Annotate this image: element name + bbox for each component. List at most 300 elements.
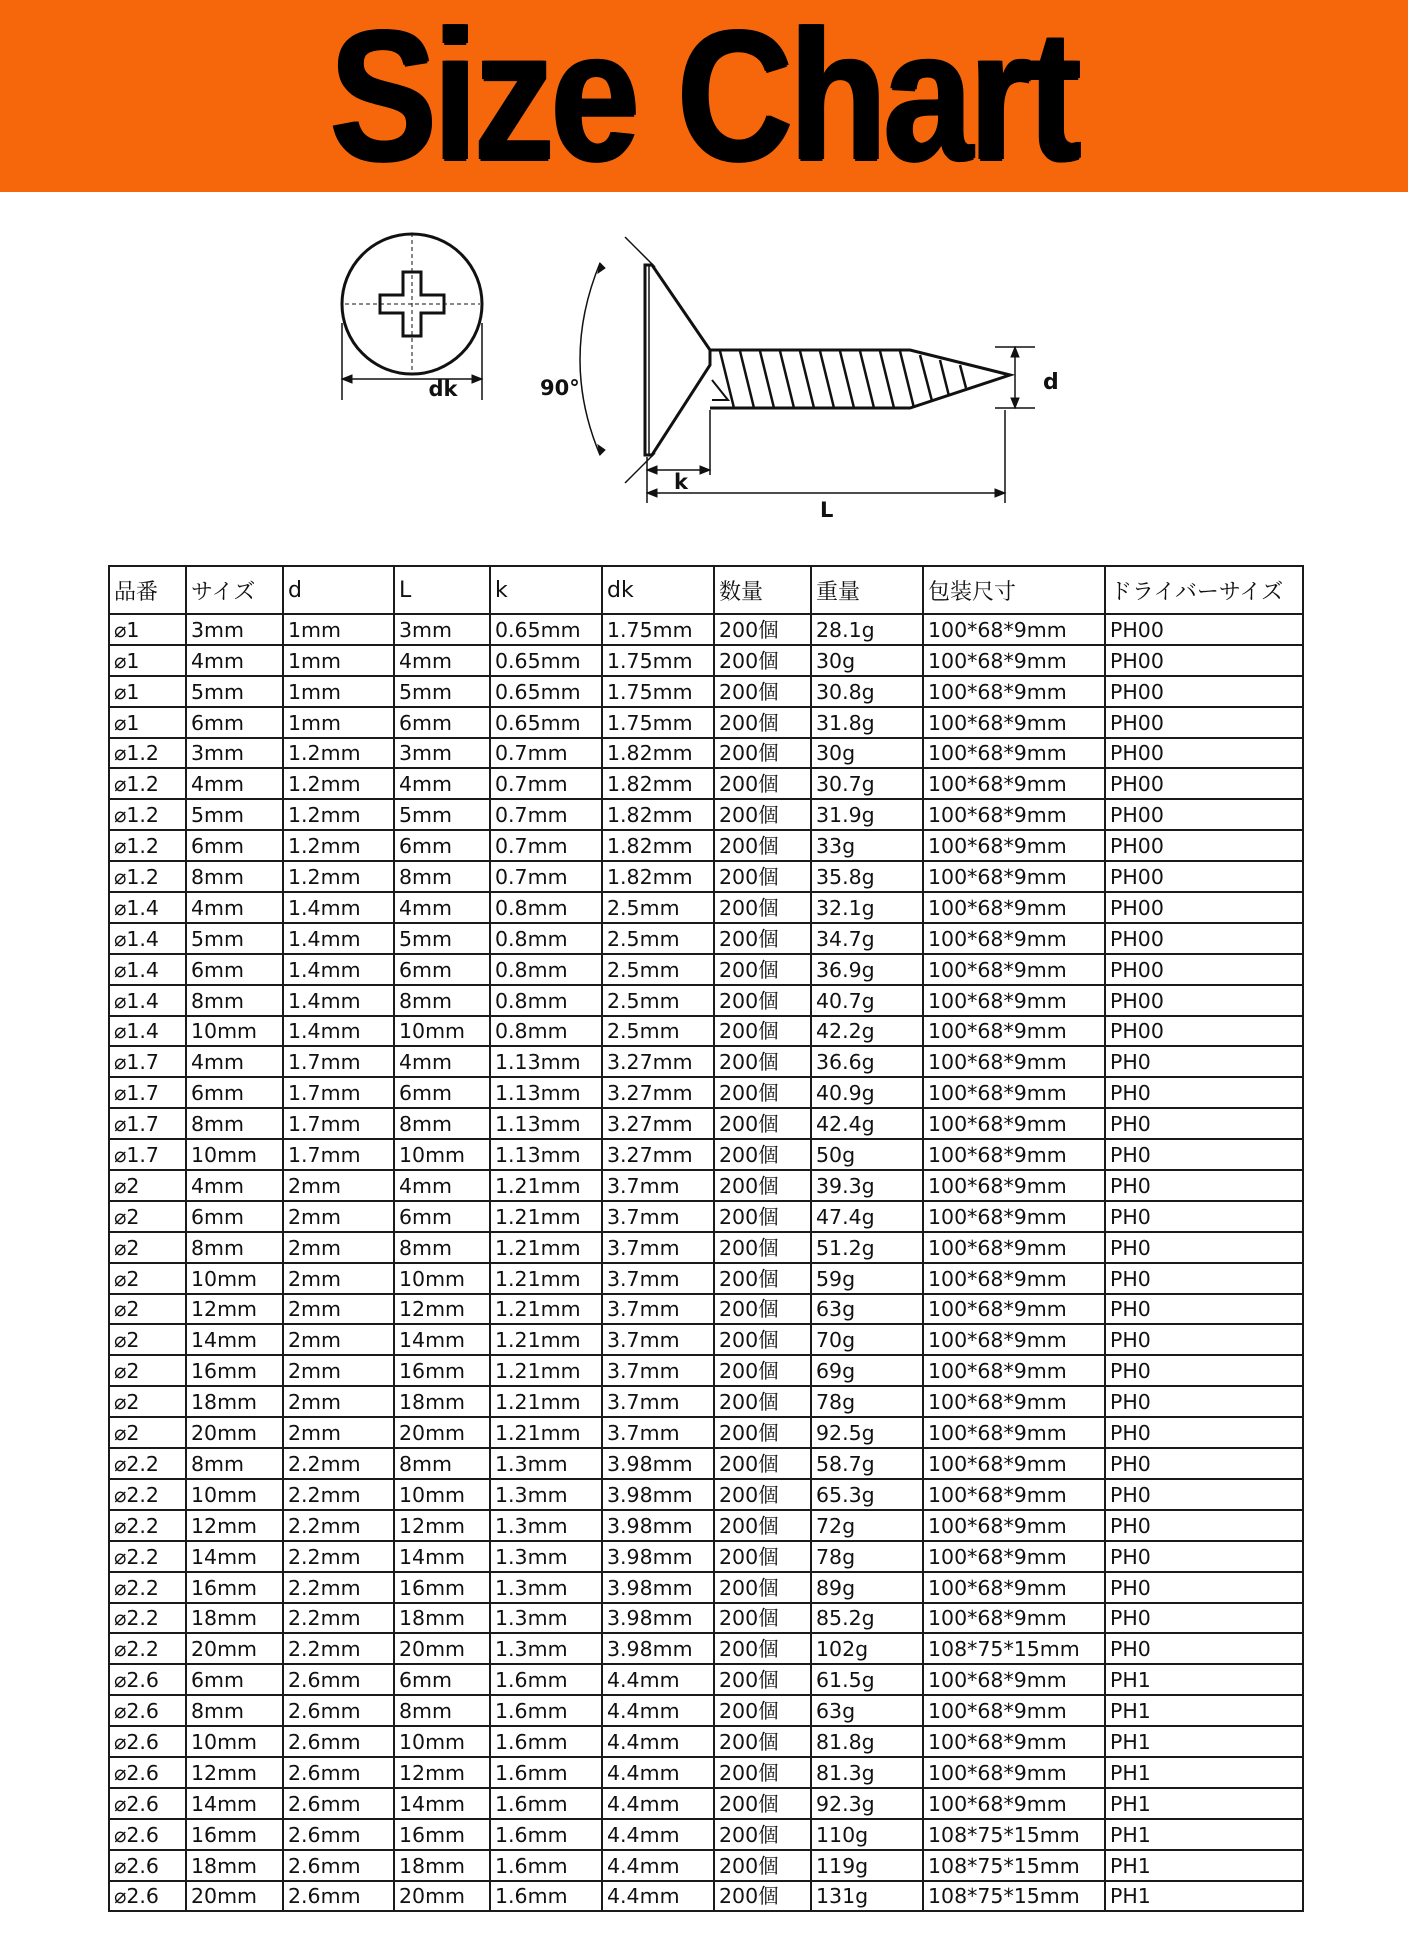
table-cell: 10mm bbox=[394, 1139, 490, 1170]
table-cell: 3.98mm bbox=[602, 1633, 714, 1664]
screw-head-top-view bbox=[342, 233, 482, 400]
table-cell: 3.98mm bbox=[602, 1603, 714, 1634]
table-cell: 16mm bbox=[394, 1355, 490, 1386]
table-cell: ⌀2.2 bbox=[109, 1603, 186, 1634]
table-cell: 1.4mm bbox=[283, 954, 394, 985]
table-cell: 1.3mm bbox=[490, 1510, 602, 1541]
table-cell: 3mm bbox=[394, 614, 490, 645]
column-header: 包装尺寸 bbox=[923, 566, 1105, 614]
table-cell: 200個 bbox=[714, 1139, 811, 1170]
table-cell: 200個 bbox=[714, 1664, 811, 1695]
table-cell: 1.6mm bbox=[490, 1788, 602, 1819]
table-cell: 20mm bbox=[394, 1881, 490, 1912]
table-cell: 131g bbox=[811, 1881, 923, 1912]
table-cell: 100*68*9mm bbox=[923, 1170, 1105, 1201]
table-cell: 1.4mm bbox=[283, 923, 394, 954]
table-cell: 39.3g bbox=[811, 1170, 923, 1201]
table-cell: 12mm bbox=[186, 1510, 283, 1541]
table-cell: PH1 bbox=[1105, 1726, 1303, 1757]
table-cell: 4mm bbox=[394, 645, 490, 676]
table-cell: ⌀1.2 bbox=[109, 830, 186, 861]
table-row bbox=[109, 861, 1303, 892]
table-cell: 6mm bbox=[186, 1077, 283, 1108]
table-cell: PH0 bbox=[1105, 1139, 1303, 1170]
table-cell: 108*75*15mm bbox=[923, 1881, 1105, 1912]
table-cell: 2.5mm bbox=[602, 954, 714, 985]
table-cell: ⌀1.4 bbox=[109, 892, 186, 923]
table-cell: 0.7mm bbox=[490, 830, 602, 861]
table-cell: 1.3mm bbox=[490, 1541, 602, 1572]
table-cell: 18mm bbox=[186, 1603, 283, 1634]
table-cell: 4mm bbox=[186, 1046, 283, 1077]
table-row bbox=[109, 768, 1303, 799]
table-cell: 40.9g bbox=[811, 1077, 923, 1108]
table-row bbox=[109, 923, 1303, 954]
table-cell: 200個 bbox=[714, 738, 811, 769]
table-cell: 8mm bbox=[394, 1695, 490, 1726]
table-cell: PH0 bbox=[1105, 1355, 1303, 1386]
table-cell: 8mm bbox=[186, 1695, 283, 1726]
table-cell: 3.27mm bbox=[602, 1139, 714, 1170]
table-cell: 6mm bbox=[394, 1201, 490, 1232]
table-cell: 14mm bbox=[394, 1788, 490, 1819]
table-cell: 1.3mm bbox=[490, 1572, 602, 1603]
table-cell: 1.2mm bbox=[283, 768, 394, 799]
table-cell: 100*68*9mm bbox=[923, 1139, 1105, 1170]
table-cell: ⌀1 bbox=[109, 614, 186, 645]
table-cell: 1.21mm bbox=[490, 1263, 602, 1294]
table-cell: PH0 bbox=[1105, 1201, 1303, 1232]
table-row bbox=[109, 1324, 1303, 1355]
table-cell: 1.82mm bbox=[602, 738, 714, 769]
table-cell: 200個 bbox=[714, 1572, 811, 1603]
table-cell: 36.9g bbox=[811, 954, 923, 985]
table-cell: 1.3mm bbox=[490, 1479, 602, 1510]
table-cell: 200個 bbox=[714, 1819, 811, 1850]
table-cell: PH00 bbox=[1105, 738, 1303, 769]
table-row bbox=[109, 1046, 1303, 1077]
table-cell: 3.27mm bbox=[602, 1077, 714, 1108]
table-cell: 18mm bbox=[394, 1603, 490, 1634]
table-cell: 5mm bbox=[186, 799, 283, 830]
table-cell: PH00 bbox=[1105, 768, 1303, 799]
table-cell: 1.7mm bbox=[283, 1046, 394, 1077]
table-cell: PH0 bbox=[1105, 1633, 1303, 1664]
table-cell: 200個 bbox=[714, 1201, 811, 1232]
table-cell: 8mm bbox=[394, 861, 490, 892]
table-cell: 1.82mm bbox=[602, 861, 714, 892]
table-cell: 200個 bbox=[714, 614, 811, 645]
table-cell: 61.5g bbox=[811, 1664, 923, 1695]
table-cell: 0.65mm bbox=[490, 614, 602, 645]
table-cell: PH0 bbox=[1105, 1603, 1303, 1634]
table-cell: 3.7mm bbox=[602, 1170, 714, 1201]
table-cell: PH00 bbox=[1105, 645, 1303, 676]
table-cell: 92.3g bbox=[811, 1788, 923, 1819]
table-cell: 6mm bbox=[186, 1201, 283, 1232]
table-row bbox=[109, 1788, 1303, 1819]
table-cell: 1.75mm bbox=[602, 614, 714, 645]
table-cell: 1.2mm bbox=[283, 738, 394, 769]
table-cell: 12mm bbox=[394, 1510, 490, 1541]
table-cell: 12mm bbox=[186, 1757, 283, 1788]
table-row bbox=[109, 1201, 1303, 1232]
table-cell: 2.5mm bbox=[602, 1016, 714, 1047]
table-cell: 1.6mm bbox=[490, 1819, 602, 1850]
table-cell: 0.7mm bbox=[490, 768, 602, 799]
table-cell: 1.6mm bbox=[490, 1850, 602, 1881]
table-cell: 2mm bbox=[283, 1417, 394, 1448]
table-cell: 4mm bbox=[394, 1170, 490, 1201]
table-cell: ⌀1 bbox=[109, 645, 186, 676]
table-cell: 2.2mm bbox=[283, 1572, 394, 1603]
table-cell: 2mm bbox=[283, 1324, 394, 1355]
table-cell: 2.2mm bbox=[283, 1633, 394, 1664]
table-row bbox=[109, 1850, 1303, 1881]
table-cell: ⌀1 bbox=[109, 707, 186, 738]
table-cell: 32.1g bbox=[811, 892, 923, 923]
table-cell: 6mm bbox=[394, 830, 490, 861]
table-cell: ⌀1.7 bbox=[109, 1108, 186, 1139]
table-cell: PH1 bbox=[1105, 1695, 1303, 1726]
table-cell: 200個 bbox=[714, 1788, 811, 1819]
table-cell: 1.13mm bbox=[490, 1077, 602, 1108]
table-cell: 12mm bbox=[186, 1294, 283, 1325]
table-cell: 5mm bbox=[186, 923, 283, 954]
label-dk: dk bbox=[428, 377, 458, 401]
table-cell: 100*68*9mm bbox=[923, 1355, 1105, 1386]
table-cell: 0.8mm bbox=[490, 892, 602, 923]
table-cell: 0.7mm bbox=[490, 799, 602, 830]
table-cell: ⌀1.4 bbox=[109, 954, 186, 985]
table-cell: 30.7g bbox=[811, 768, 923, 799]
table-cell: 3.7mm bbox=[602, 1263, 714, 1294]
table-cell: 1.21mm bbox=[490, 1170, 602, 1201]
table-cell: 200個 bbox=[714, 707, 811, 738]
table-cell: 200個 bbox=[714, 1108, 811, 1139]
table-cell: 200個 bbox=[714, 1541, 811, 1572]
table-cell: ⌀1.2 bbox=[109, 799, 186, 830]
table-cell: 0.8mm bbox=[490, 923, 602, 954]
table-cell: 31.9g bbox=[811, 799, 923, 830]
table-cell: ⌀2.6 bbox=[109, 1726, 186, 1757]
table-cell: 69g bbox=[811, 1355, 923, 1386]
table-cell: 8mm bbox=[186, 1108, 283, 1139]
table-cell: 200個 bbox=[714, 1726, 811, 1757]
table-cell: 50g bbox=[811, 1139, 923, 1170]
table-cell: PH0 bbox=[1105, 1510, 1303, 1541]
table-cell: 85.2g bbox=[811, 1603, 923, 1634]
table-cell: 1.6mm bbox=[490, 1664, 602, 1695]
table-cell: 16mm bbox=[394, 1572, 490, 1603]
table-cell: 10mm bbox=[186, 1263, 283, 1294]
table-cell: PH00 bbox=[1105, 892, 1303, 923]
table-header-row bbox=[109, 566, 1303, 614]
table-cell: 6mm bbox=[186, 1664, 283, 1695]
table-cell: 0.65mm bbox=[490, 707, 602, 738]
table-cell: 1.21mm bbox=[490, 1232, 602, 1263]
table-row bbox=[109, 954, 1303, 985]
table-row bbox=[109, 1757, 1303, 1788]
table-cell: PH1 bbox=[1105, 1788, 1303, 1819]
table-cell: ⌀2 bbox=[109, 1201, 186, 1232]
table-cell: 100*68*9mm bbox=[923, 830, 1105, 861]
table-cell: 0.65mm bbox=[490, 676, 602, 707]
table-row bbox=[109, 1170, 1303, 1201]
table-cell: 8mm bbox=[186, 1232, 283, 1263]
table-row bbox=[109, 1664, 1303, 1695]
table-cell: 3.7mm bbox=[602, 1294, 714, 1325]
table-cell: 200個 bbox=[714, 1603, 811, 1634]
table-cell: 42.2g bbox=[811, 1016, 923, 1047]
table-cell: 36.6g bbox=[811, 1046, 923, 1077]
table-cell: 200個 bbox=[714, 1448, 811, 1479]
table-cell: ⌀1.7 bbox=[109, 1046, 186, 1077]
table-cell: PH00 bbox=[1105, 614, 1303, 645]
table-cell: 4mm bbox=[186, 768, 283, 799]
table-cell: 14mm bbox=[394, 1541, 490, 1572]
table-cell: ⌀2 bbox=[109, 1170, 186, 1201]
table-cell: 200個 bbox=[714, 954, 811, 985]
page-title: Size Chart bbox=[330, 0, 1078, 199]
table-cell: 16mm bbox=[394, 1819, 490, 1850]
table-cell: 0.7mm bbox=[490, 861, 602, 892]
table-cell: 200個 bbox=[714, 768, 811, 799]
table-cell: 51.2g bbox=[811, 1232, 923, 1263]
table-cell: 59g bbox=[811, 1263, 923, 1294]
table-cell: 1.75mm bbox=[602, 676, 714, 707]
table-cell: 0.8mm bbox=[490, 1016, 602, 1047]
table-cell: PH0 bbox=[1105, 1479, 1303, 1510]
table-cell: 1.13mm bbox=[490, 1108, 602, 1139]
table-cell: 2.2mm bbox=[283, 1448, 394, 1479]
table-cell: PH0 bbox=[1105, 1046, 1303, 1077]
table-cell: ⌀1.4 bbox=[109, 923, 186, 954]
table-cell: 92.5g bbox=[811, 1417, 923, 1448]
table-body bbox=[109, 614, 1303, 1911]
table-cell: 4.4mm bbox=[602, 1788, 714, 1819]
table-cell: 200個 bbox=[714, 892, 811, 923]
table-cell: 100*68*9mm bbox=[923, 614, 1105, 645]
table-cell: PH0 bbox=[1105, 1077, 1303, 1108]
table-cell: 100*68*9mm bbox=[923, 1788, 1105, 1819]
table-cell: 4mm bbox=[394, 768, 490, 799]
table-cell: 100*68*9mm bbox=[923, 1726, 1105, 1757]
table-cell: 1.3mm bbox=[490, 1633, 602, 1664]
table-row bbox=[109, 1355, 1303, 1386]
table-cell: 63g bbox=[811, 1294, 923, 1325]
table-cell: 1.6mm bbox=[490, 1695, 602, 1726]
table-cell: 2mm bbox=[283, 1232, 394, 1263]
table-cell: 6mm bbox=[394, 707, 490, 738]
table-cell: 200個 bbox=[714, 985, 811, 1016]
table-cell: 3.98mm bbox=[602, 1510, 714, 1541]
table-cell: 70g bbox=[811, 1324, 923, 1355]
table-cell: 78g bbox=[811, 1541, 923, 1572]
table-cell: ⌀2 bbox=[109, 1324, 186, 1355]
table-cell: 10mm bbox=[394, 1016, 490, 1047]
table-cell: 4.4mm bbox=[602, 1850, 714, 1881]
table-cell: PH1 bbox=[1105, 1757, 1303, 1788]
table-cell: ⌀2 bbox=[109, 1232, 186, 1263]
table-cell: PH1 bbox=[1105, 1850, 1303, 1881]
table-cell: 200個 bbox=[714, 645, 811, 676]
table-row bbox=[109, 1386, 1303, 1417]
table-cell: 63g bbox=[811, 1695, 923, 1726]
table-cell: 10mm bbox=[186, 1479, 283, 1510]
table-cell: PH00 bbox=[1105, 707, 1303, 738]
table-cell: PH00 bbox=[1105, 1016, 1303, 1047]
table-cell: 200個 bbox=[714, 1695, 811, 1726]
table-cell: 100*68*9mm bbox=[923, 707, 1105, 738]
table-cell: ⌀1.7 bbox=[109, 1139, 186, 1170]
table-cell: ⌀2 bbox=[109, 1386, 186, 1417]
table-cell: 8mm bbox=[394, 985, 490, 1016]
table-cell: 10mm bbox=[186, 1139, 283, 1170]
table-cell: 100*68*9mm bbox=[923, 799, 1105, 830]
table-cell: ⌀1.4 bbox=[109, 1016, 186, 1047]
table-cell: 30g bbox=[811, 738, 923, 769]
table-cell: 200個 bbox=[714, 1479, 811, 1510]
table-cell: 200個 bbox=[714, 1046, 811, 1077]
table-cell: 100*68*9mm bbox=[923, 1077, 1105, 1108]
table-row bbox=[109, 1077, 1303, 1108]
table-cell: 1.21mm bbox=[490, 1294, 602, 1325]
table-cell: 4mm bbox=[394, 1046, 490, 1077]
table-cell: ⌀1.4 bbox=[109, 985, 186, 1016]
table-cell: 200個 bbox=[714, 861, 811, 892]
table-row bbox=[109, 1263, 1303, 1294]
table-cell: 16mm bbox=[186, 1819, 283, 1850]
table-cell: 81.8g bbox=[811, 1726, 923, 1757]
table-row bbox=[109, 1479, 1303, 1510]
table-cell: 3mm bbox=[186, 614, 283, 645]
column-header: L bbox=[394, 566, 490, 614]
size-spec-table bbox=[108, 565, 1304, 1912]
table-cell: 2.2mm bbox=[283, 1510, 394, 1541]
table-cell: PH0 bbox=[1105, 1108, 1303, 1139]
table-cell: 100*68*9mm bbox=[923, 892, 1105, 923]
table-cell: 42.4g bbox=[811, 1108, 923, 1139]
table-cell: 3.7mm bbox=[602, 1417, 714, 1448]
table-cell: 4mm bbox=[186, 1170, 283, 1201]
table-cell: 2mm bbox=[283, 1294, 394, 1325]
table-cell: 100*68*9mm bbox=[923, 1695, 1105, 1726]
table-cell: ⌀2.2 bbox=[109, 1633, 186, 1664]
table-cell: ⌀1.7 bbox=[109, 1077, 186, 1108]
table-cell: PH00 bbox=[1105, 676, 1303, 707]
table-cell: 12mm bbox=[394, 1757, 490, 1788]
table-row bbox=[109, 1633, 1303, 1664]
table-row bbox=[109, 1541, 1303, 1572]
table-cell: 14mm bbox=[186, 1788, 283, 1819]
table-cell: 1.82mm bbox=[602, 830, 714, 861]
table-cell: 6mm bbox=[394, 1664, 490, 1695]
table-cell: 200個 bbox=[714, 1232, 811, 1263]
table-cell: 200個 bbox=[714, 1417, 811, 1448]
table-row bbox=[109, 707, 1303, 738]
table-cell: 4.4mm bbox=[602, 1881, 714, 1912]
table-cell: 4.4mm bbox=[602, 1757, 714, 1788]
table-cell: 3mm bbox=[394, 738, 490, 769]
table-cell: 1.7mm bbox=[283, 1077, 394, 1108]
label-angle: 90° bbox=[540, 376, 580, 400]
table-cell: 8mm bbox=[186, 985, 283, 1016]
table-cell: 100*68*9mm bbox=[923, 1664, 1105, 1695]
table-cell: 8mm bbox=[394, 1232, 490, 1263]
table-cell: 100*68*9mm bbox=[923, 1046, 1105, 1077]
table-cell: 6mm bbox=[186, 707, 283, 738]
column-header: dk bbox=[602, 566, 714, 614]
table-cell: 100*68*9mm bbox=[923, 1263, 1105, 1294]
table-cell: 6mm bbox=[394, 1077, 490, 1108]
table-cell: 1.75mm bbox=[602, 707, 714, 738]
table-cell: 3.7mm bbox=[602, 1324, 714, 1355]
table-cell: 18mm bbox=[394, 1850, 490, 1881]
table-cell: 110g bbox=[811, 1819, 923, 1850]
table-cell: 3.7mm bbox=[602, 1355, 714, 1386]
table-cell: 31.8g bbox=[811, 707, 923, 738]
table-row bbox=[109, 1232, 1303, 1263]
table-cell: 3.98mm bbox=[602, 1479, 714, 1510]
table-row bbox=[109, 799, 1303, 830]
table-cell: 100*68*9mm bbox=[923, 1757, 1105, 1788]
table-cell: 0.7mm bbox=[490, 738, 602, 769]
table-cell: PH00 bbox=[1105, 985, 1303, 1016]
table-cell: ⌀2 bbox=[109, 1263, 186, 1294]
table-cell: ⌀2 bbox=[109, 1355, 186, 1386]
table-cell: 2.6mm bbox=[283, 1850, 394, 1881]
table-cell: 8mm bbox=[394, 1448, 490, 1479]
table-cell: PH00 bbox=[1105, 923, 1303, 954]
table-cell: 3mm bbox=[186, 738, 283, 769]
table-cell: 12mm bbox=[394, 1294, 490, 1325]
screw-diagram-svg bbox=[355, 225, 1059, 530]
table-cell: 10mm bbox=[186, 1726, 283, 1757]
table-cell: 8mm bbox=[186, 861, 283, 892]
table-cell: 1.21mm bbox=[490, 1386, 602, 1417]
column-header: 数量 bbox=[714, 566, 811, 614]
table-cell: 18mm bbox=[186, 1850, 283, 1881]
table-cell: 1.2mm bbox=[283, 861, 394, 892]
table-cell: 1.82mm bbox=[602, 768, 714, 799]
table-cell: 200個 bbox=[714, 1881, 811, 1912]
table-cell: ⌀2.6 bbox=[109, 1881, 186, 1912]
table-cell: 200個 bbox=[714, 1294, 811, 1325]
table-cell: 78g bbox=[811, 1386, 923, 1417]
table-cell: 18mm bbox=[394, 1386, 490, 1417]
table-row bbox=[109, 1016, 1303, 1047]
column-header: ドライバーサイズ bbox=[1105, 566, 1303, 614]
table-row bbox=[109, 1139, 1303, 1170]
table-cell: 200個 bbox=[714, 830, 811, 861]
table-cell: ⌀2 bbox=[109, 1294, 186, 1325]
table-cell: PH00 bbox=[1105, 799, 1303, 830]
table-cell: 200個 bbox=[714, 1757, 811, 1788]
table-cell: 16mm bbox=[186, 1355, 283, 1386]
table-cell: 100*68*9mm bbox=[923, 1324, 1105, 1355]
table-cell: PH00 bbox=[1105, 954, 1303, 985]
table-row bbox=[109, 614, 1303, 645]
table-cell: 100*68*9mm bbox=[923, 1541, 1105, 1572]
table-cell: ⌀2.6 bbox=[109, 1850, 186, 1881]
table-cell: 100*68*9mm bbox=[923, 1448, 1105, 1479]
table-cell: 3.7mm bbox=[602, 1201, 714, 1232]
table-cell: 6mm bbox=[186, 954, 283, 985]
table-cell: 3.7mm bbox=[602, 1232, 714, 1263]
table-cell: 20mm bbox=[186, 1633, 283, 1664]
table-cell: 119g bbox=[811, 1850, 923, 1881]
